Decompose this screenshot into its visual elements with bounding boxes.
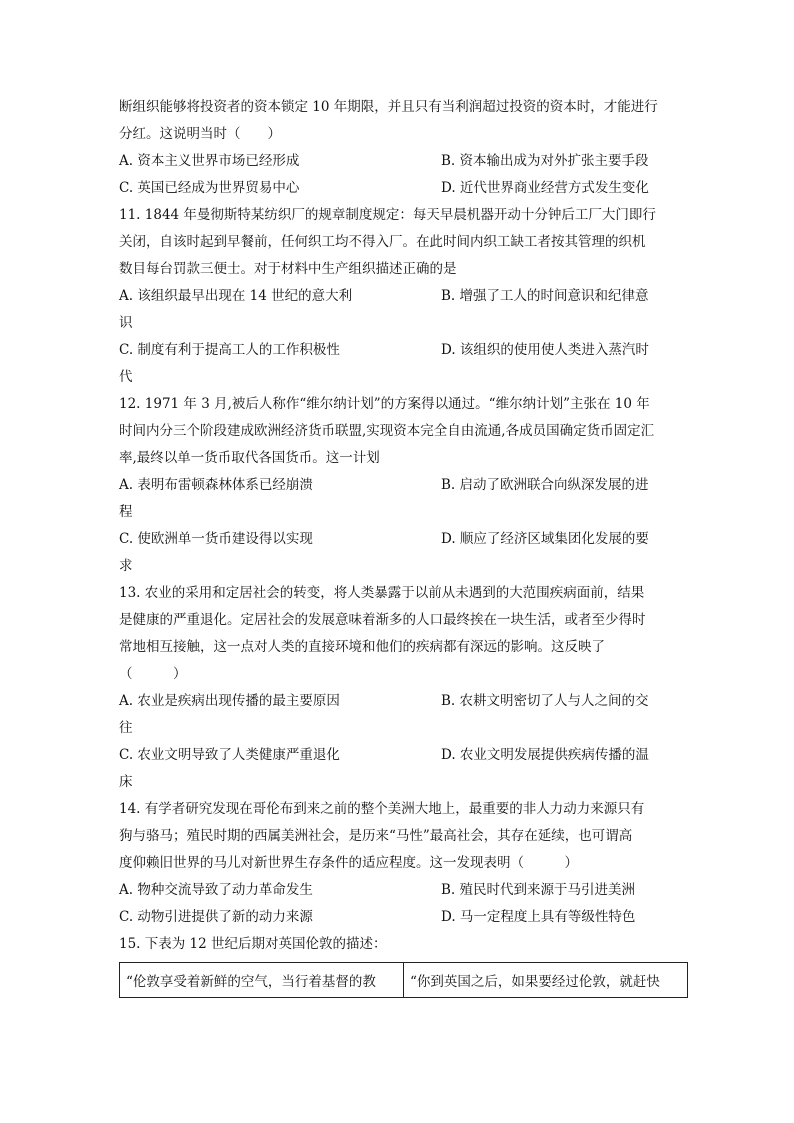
question-10-line-2: 分红。这说明当时（ ） bbox=[119, 126, 281, 142]
question-12-line-2: 时间内分三个阶段建成欧洲经济货币联盟,实现资本完全自由流通,各成员国确定货币固定汇 bbox=[119, 423, 655, 439]
question-14-option-c[interactable]: C. 动物引进提供了新的动力来源 bbox=[119, 909, 313, 925]
question-12-line-1: 12. 1971 年 3 月,被后人称作“维尔纳计划”的方案得以通过。“维尔纳计划”主张在 10 年 bbox=[119, 396, 650, 412]
question-13-line-1: 13. 农业的采用和定居社会的转变，将人类暴露于以前从未遇到的大范围疾病面前，结果 bbox=[119, 585, 645, 601]
question-12-option-b[interactable]: B. 启动了欧洲联合向纵深发展的进 bbox=[441, 477, 649, 493]
table-cell-right: “你到英国之后，如果要经过伦敦，就赶快 bbox=[404, 963, 688, 998]
question-10-option-c[interactable]: C. 英国已经成为世界贸易中心 bbox=[119, 180, 300, 196]
question-13-line-2: 是健康的严重退化。定居社会的发展意味着渐多的人口最终挨在一块生活，或者至少得时 bbox=[119, 612, 646, 628]
question-13-option-a[interactable]: A. 农业是疾病出现传播的最主要原因 bbox=[119, 693, 340, 709]
question-13-option-b[interactable]: B. 农耕文明密切了人与人之间的交 bbox=[441, 693, 649, 709]
question-12-option-d-wrap: 求 bbox=[119, 558, 133, 574]
question-14-line-2: 狗与骆马；殖民时期的西属美洲社会，是历来“马性”最高社会，其存在延续，也可谓高 bbox=[119, 828, 633, 844]
question-12-line-3: 率,最终以单一货币取代各国货币。这一计划 bbox=[119, 450, 380, 466]
question-10-line-1: 断组织能够将投资者的资本锁定 10 年期限，并且只有当利润超过投资的资本时，才能进行 bbox=[119, 99, 658, 115]
question-12-option-b-wrap: 程 bbox=[119, 504, 133, 520]
question-13-option-b-wrap: 往 bbox=[119, 720, 133, 736]
question-12-option-c[interactable]: C. 使欧洲单一货币建设得以实现 bbox=[119, 531, 313, 547]
question-13-line-3: 常地相互接触，这一点对人类的直接环境和他们的疾病都有深远的影响。这反映了 bbox=[119, 639, 605, 655]
question-12 bbox=[119, 391, 689, 580]
question-11-option-d[interactable]: D. 该组织的使用使人类进入蒸汽时 bbox=[441, 342, 649, 358]
question-11-option-b-wrap: 识 bbox=[119, 315, 133, 331]
question-11-line-2: 关闭，自该时起到早餐前，任何织工均不得入厂。在此时间内织工缺工者按其管理的织机 bbox=[119, 234, 646, 250]
question-13 bbox=[119, 580, 689, 796]
question-11-option-b[interactable]: B. 增强了工人的时间意识和纪律意 bbox=[441, 288, 649, 304]
question-13-option-c[interactable]: C. 农业文明导致了人类健康严重退化 bbox=[119, 747, 340, 763]
question-14-line-3: 度仰赖旧世界的马儿对新世界生存条件的适应程度。这一发现表明（ ） bbox=[119, 855, 578, 871]
question-14-line-1: 14. 有学者研究发现在哥伦布到来之前的整个美洲大地上，最重要的非人力动力来源只有 bbox=[119, 801, 645, 817]
question-13-line-4: （ ） bbox=[119, 666, 187, 682]
question-10 bbox=[119, 94, 689, 202]
question-14-option-b[interactable]: B. 殖民时代到来源于马引进美洲 bbox=[441, 882, 636, 898]
question-11-line-3: 数目每台罚款三便士。对于材料中生产组织描述正确的是 bbox=[119, 261, 457, 277]
question-14-option-a[interactable]: A. 物种交流导致了动力革命发生 bbox=[119, 882, 313, 898]
question-13-option-d-wrap: 床 bbox=[119, 774, 133, 790]
question-11 bbox=[119, 202, 689, 391]
question-15-line-1: 15. 下表为 12 世纪后期对英国伦敦的描述： bbox=[119, 936, 387, 952]
question-14-option-d[interactable]: D. 马一定程度上具有等级性特色 bbox=[441, 909, 636, 925]
question-12-option-d[interactable]: D. 顺应了经济区域集团化发展的要 bbox=[441, 531, 649, 547]
question-13-option-d[interactable]: D. 农业文明发展提供疾病传播的温 bbox=[441, 747, 649, 763]
table-row bbox=[120, 963, 688, 998]
question-10-option-d[interactable]: D. 近代世界商业经营方式发生变化 bbox=[441, 180, 649, 196]
question-14 bbox=[119, 796, 689, 931]
question-15 bbox=[119, 931, 689, 998]
question-12-option-a[interactable]: A. 表明布雷顿森林体系已经崩溃 bbox=[119, 477, 313, 493]
question-10-option-a[interactable]: A. 资本主义世界市场已经形成 bbox=[119, 153, 300, 169]
table-cell-left: “伦敦享受着新鲜的空气，当行着基督的教 bbox=[120, 963, 404, 998]
london-description-table bbox=[119, 962, 688, 998]
question-11-option-a[interactable]: A. 该组织最早出现在 14 世纪的意大利 bbox=[119, 288, 353, 304]
question-11-option-d-wrap: 代 bbox=[119, 369, 133, 385]
exam-page bbox=[119, 94, 689, 998]
question-10-option-b[interactable]: B. 资本输出成为对外扩张主要手段 bbox=[441, 153, 649, 169]
question-11-line-1: 11. 1844 年曼彻斯特某纺织厂的规章制度规定：每天早晨机器开动十分钟后工厂大门即行 bbox=[119, 207, 656, 223]
question-11-option-c[interactable]: C. 制度有利于提高工人的工作积极性 bbox=[119, 342, 340, 358]
